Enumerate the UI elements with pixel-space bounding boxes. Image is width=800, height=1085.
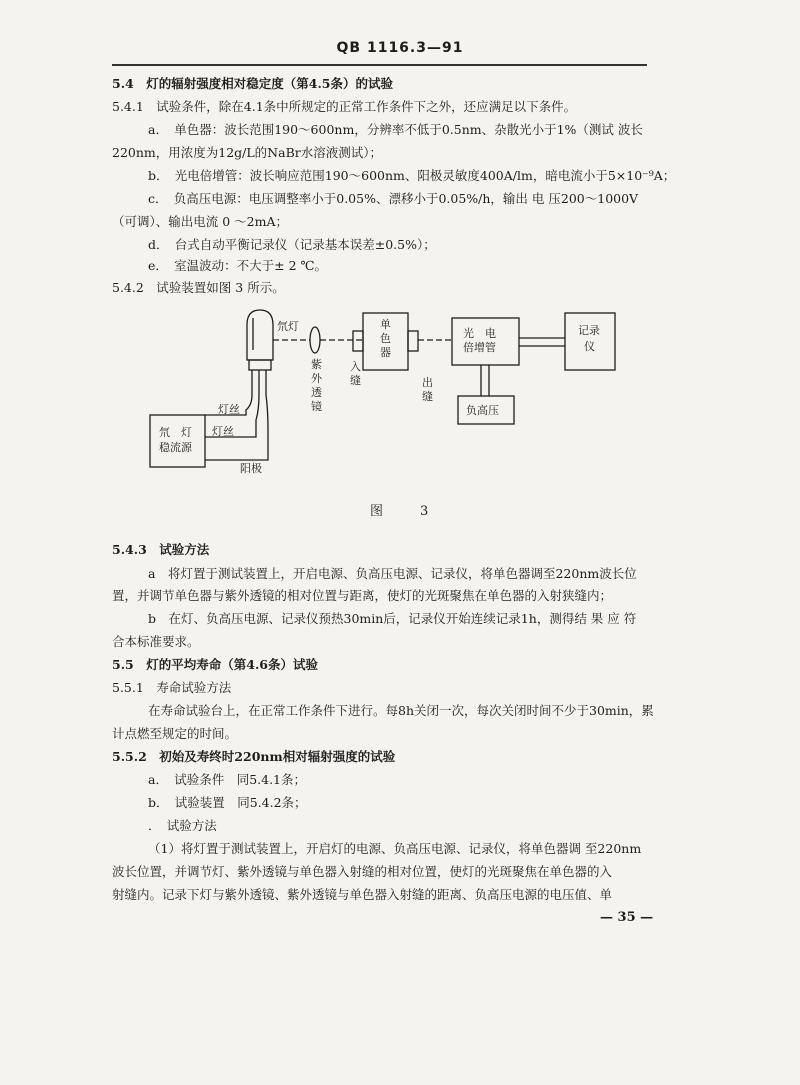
label-lamp: 氘灯 [277,320,299,333]
label-mono-1: 单 [380,318,391,331]
text-line: （可调）、输出电流 0 ～2mA； [112,214,288,229]
section-heading-5-5-2: 5.5.2 初始及寿终时220nm相对辐射强度的试验 [112,749,396,764]
text-line: a． 试验条件 同5.4.1条； [148,772,307,787]
text-line: 220nm，用浓度为12g/L的NaBr水溶液测试）； [112,145,382,160]
label-recorder-1: 记录 [578,324,600,337]
text-line: 计点燃至规定的时间。 [112,726,238,741]
label-pmt-2: 倍增管 [463,341,496,354]
label-entrance-1: 入 [350,360,361,373]
figure-caption: 图 3 [370,504,441,519]
label-lens-3: 透 [311,386,322,399]
text-line: 波长位置，并调节灯、紫外透镜与单色器入射缝的相对位置，使灯的光斑聚焦在单色器的入 [112,864,613,879]
label-exit-2: 缝 [422,390,433,403]
label-filament-2: 灯丝 [212,425,234,438]
text-line: 射缝内。记录下灯与紫外透镜、紫外透镜与单色器入射缝的距离、负高压电源的电压值、单 [112,887,613,902]
figure-3-apparatus-diagram [0,0,800,520]
text-line: 5.4.2 试验装置如图 3 所示。 [112,280,285,295]
exit-slit-box [408,331,418,351]
label-lens-1: 紫 [311,358,322,371]
page-number: — 35 — [600,910,654,925]
standard-code-header: QB 1116.3—91 [336,40,464,56]
section-heading-5-5: 5.5 灯的平均寿命（第4.6条）试验 [112,657,318,672]
lamp-bulb [247,310,273,360]
label-filament-1: 灯丝 [218,403,240,416]
label-entrance-2: 缝 [350,374,361,387]
uv-lens [310,327,320,353]
label-exit-1: 出 [422,376,433,389]
text-line: 5.5.1 寿命试验方法 [112,680,232,695]
text-line: 置，并调节单色器与紫外透镜的相对位置与距离，使灯的光斑聚焦在单色器的入射狭缝内； [112,588,613,603]
section-heading-5-4: 5.4 灯的辐射强度相对稳定度（第4.5条）的试验 [112,76,393,91]
text-line: d． 台式自动平衡记录仪（记录基本误差±0.5%）； [148,237,436,252]
label-supply-2: 稳流源 [159,441,192,454]
lamp-base [249,360,271,370]
label-recorder-2: 仪 [584,340,595,353]
text-line: e． 室温波动：不大于± 2 ℃。 [148,258,328,273]
text-line: c． 负高压电源：电压调整率小于0.05%、漂移小于0.05%/h，输出 电 压200～1000V [148,191,639,206]
text-line: b 在灯、负高压电源、记录仪预热30min后，记录仪开始连续记录1h，测得结 果 应 符 [148,611,637,626]
label-pmt-1: 光 电 [463,327,496,340]
text-line: b． 光电倍增管：波长响应范围190～600nm、阳极灵敏度400A/lm，暗电流小于5×10⁻⁹A； [148,168,676,183]
label-mono-2: 色 [380,332,391,345]
label-mono-3: 器 [380,346,391,359]
text-line: 合本标准要求。 [112,634,200,649]
entrance-slit-box [353,331,363,351]
text-line: b． 试验装置 同5.4.2条； [148,795,307,810]
text-line: a 将灯置于测试装置上，开启电源、负高压电源、记录仪，将单色器调至220nm波长位 [148,566,637,581]
text-line: 在寿命试验台上，在正常工作条件下进行。每8h关闭一次，每次关闭时间不少于30min，累 [148,703,654,718]
label-supply-1: 氘 灯 [159,426,192,439]
text-line: 5.4.1 试验条件，除在4.1条中所规定的正常工作条件下之外，还应满足以下条件。 [112,99,577,114]
label-lens-2: 外 [311,372,322,385]
label-lens-4: 镜 [311,400,322,413]
label-anode: 阳极 [240,462,262,475]
text-line: a． 单色器：波长范围190～600nm，分辨率不低于0.5nm、杂散光小于1%（测试 波长 [148,122,643,137]
section-heading-5-4-3: 5.4.3 试验方法 [112,542,210,557]
text-line: （1）将灯置于测试装置上，开启灯的电源、负高压电源、记录仪，将单色器调 至220nm [148,841,642,856]
label-hv: 负高压 [466,404,499,417]
text-line: ． 试验方法 [148,818,217,833]
